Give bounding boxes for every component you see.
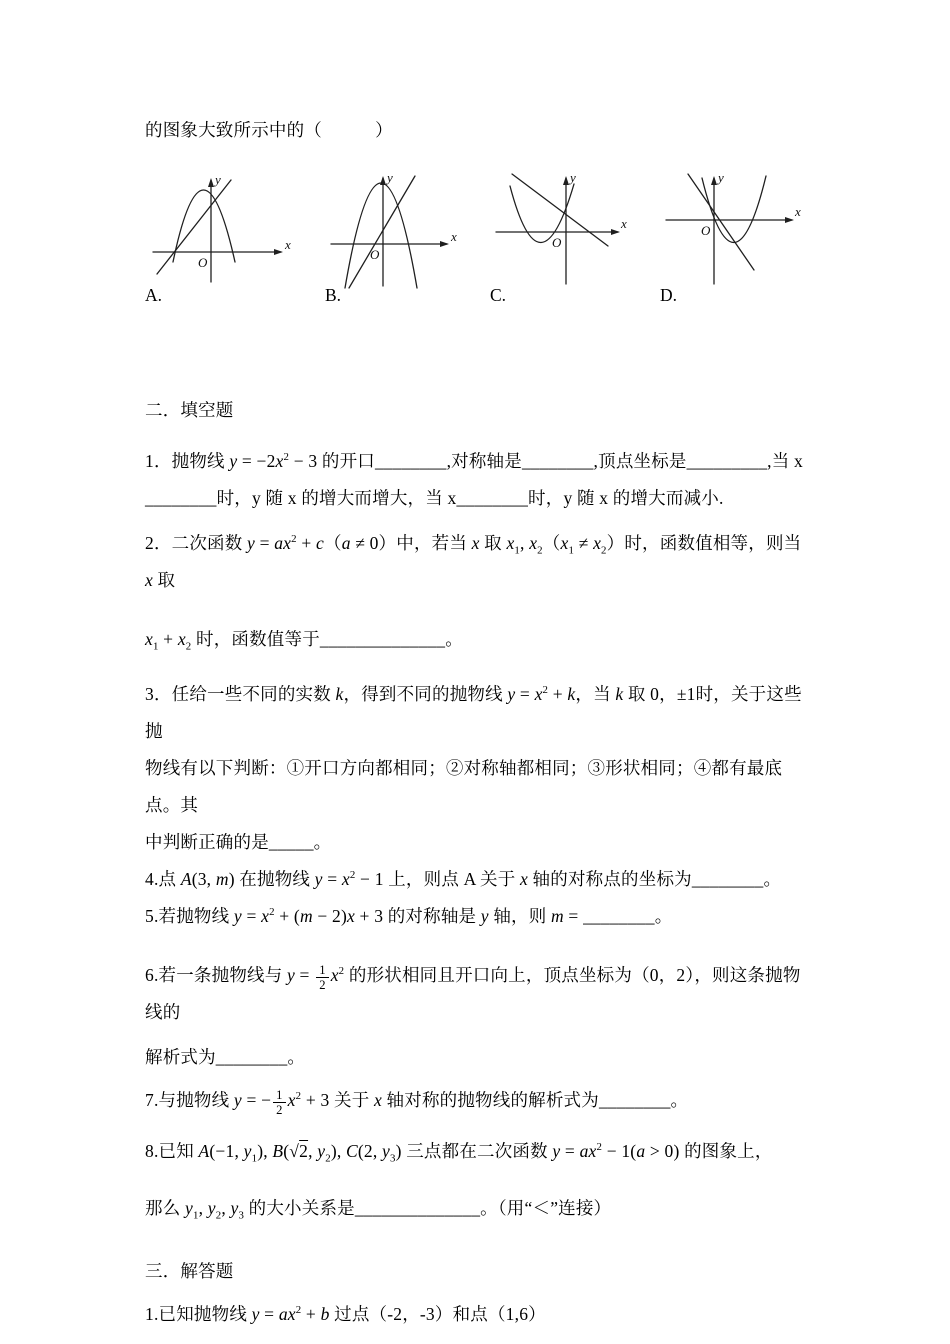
line-curve (688, 174, 754, 270)
x-axis-arrow-icon (274, 249, 283, 255)
y-axis-label: y (215, 172, 221, 187)
x-axis-label: x (621, 216, 627, 231)
option-d (660, 168, 805, 306)
graph-option-a (145, 168, 295, 293)
question-1-line2: ________时，y 随 x 的增大而增大，当 x________时，y 随 x 的增大而减小. (145, 488, 724, 508)
option-c (490, 168, 630, 306)
section3-question-1: 1.已知抛物线 $y = ax^2 + b$ 过点（-2，-3）和点（1,6） (145, 1304, 546, 1324)
option-b (325, 168, 460, 306)
question-7: 7.与抛物线 y = − $\frac{1}{2}$ $x^2 + 3$ 关于 x 轴对称的抛物线的解析式为________。 (145, 1087, 689, 1118)
graph-option-d (660, 168, 805, 293)
origin-label: O (370, 247, 380, 262)
question-8-line2: 那么 $y_1$, $y_2$, $y_3$ 的大小关系是______________。（用“＜”连接） (145, 1198, 612, 1222)
question-3-line2: 物线有以下判断：①开口方向都相同；②对称轴都相同；③形状相同；④都有最底点。其 (145, 758, 783, 815)
origin-label: O (701, 223, 711, 238)
question-2-line1: 2．二次函数 $y = ax^2 + c(a \ne 0)$中，若当 x 取 $x_1$, $x_2(x_1 \ne x_2)$时，函数值相等，则当 x 取 (145, 533, 802, 590)
y-axis-arrow-icon (208, 178, 214, 187)
x-axis-label: x (285, 237, 291, 252)
option-a (145, 168, 295, 306)
question-1-line1: 1．抛物线 $y = -2x^2 - 3$ 的开口________,对称轴是________,顶点坐标是_________,当 x (145, 451, 803, 471)
option-c-label: C. (490, 285, 507, 305)
question-2-line2: $x_1 + x_2$ 时，函数值等于______________。 (145, 629, 463, 653)
y-axis-label: y (718, 170, 724, 185)
option-b-label: B. (325, 285, 342, 305)
origin-label: O (552, 235, 562, 250)
line-curve (157, 180, 231, 274)
x-axis-arrow-icon (785, 217, 794, 223)
y-axis-arrow-icon (711, 176, 717, 185)
x-axis-arrow-icon (440, 241, 449, 247)
question-5: 5.若抛物线 $y = x^2 + (m - 2)x + 3$ 的对称轴是 y 轴，则 m = ________。 (145, 906, 673, 926)
graph-option-c (490, 168, 630, 293)
question-3-line1: 3．任给一些不同的实数 k，得到不同的抛物线 $y = x^2 + k$，当 k 取 0，±1时，关于这些抛 (145, 684, 802, 741)
y-axis-label: y (570, 170, 576, 185)
question-8-line1: 8.已知 A(−1, $y_1$), B(√2, $y_2$), C(2, $y_3$) 三点都在二次函数 $y = ax^2 - 1(a > 0)$ 的图象上， (145, 1141, 773, 1165)
question-4: 4.点 A(3, m) 在抛物线 $y = x^2 - 1$ 上，则点 A 关于 x 轴的对称点的坐标为________。 (145, 869, 782, 889)
option-d-label: D. (660, 285, 678, 305)
question-3-line3: 中判断正确的是_____。 (145, 832, 332, 852)
graph-option-b (325, 168, 460, 293)
question-6-line1: 6.若一条抛物线与 y = $\frac{1}{2}$ $x^2$ 的形状相同且开口向上，顶点坐标为（0，2），则这条抛物线的 (145, 962, 801, 1022)
y-axis-label: y (387, 170, 393, 185)
question-6-line2: 解析式为________。 (145, 1047, 306, 1067)
section2-title: 二．填空题 (145, 400, 234, 420)
intro-line: 的图象大致所示中的（ ） (145, 120, 393, 140)
origin-label: O (198, 255, 208, 270)
x-axis-label: x (451, 229, 457, 244)
section3-title: 三．解答题 (145, 1261, 234, 1281)
option-a-label: A. (145, 285, 163, 305)
answer-options-row (145, 168, 812, 306)
parabola-curve (345, 183, 417, 288)
y-axis-arrow-icon (563, 176, 569, 185)
x-axis-arrow-icon (611, 229, 620, 235)
parabola-curve (173, 190, 235, 262)
x-axis-label: x (795, 204, 801, 219)
